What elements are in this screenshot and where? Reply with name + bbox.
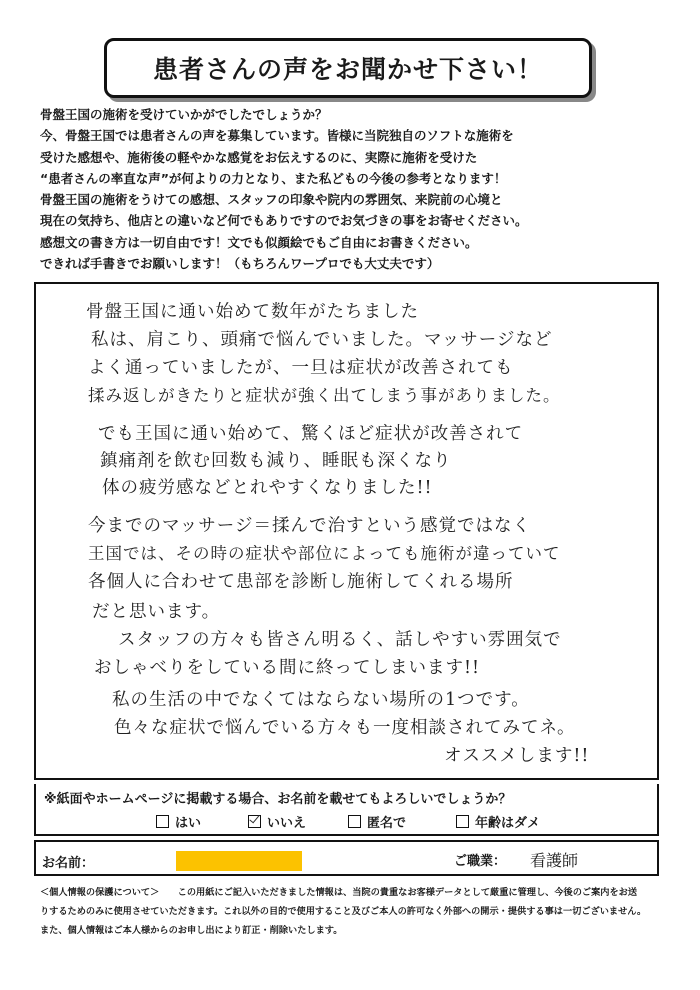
- checkbox[interactable]: [456, 815, 469, 828]
- intro-line: 受けた感想や、施術後の軽やかな感覚をお伝えするのに、実際に施術を受けた: [40, 149, 478, 165]
- name-consent-section: [34, 784, 659, 836]
- page-title: 患者さんの声をお聞かせ下さい！: [152, 55, 543, 84]
- consent-option-anonymous[interactable]: [348, 812, 406, 831]
- privacy-line: また、個人情報はご本人様からのお申し出により訂正・削除いたします。: [40, 925, 343, 936]
- checkbox-checked[interactable]: [248, 815, 261, 828]
- name-label: お名前：: [42, 856, 95, 871]
- handwritten-line: 私の生活の中でなくてはならない場所の1つです。: [112, 690, 530, 710]
- handwritten-line: だと思います。: [92, 602, 221, 622]
- occupation-value: 看護師: [530, 851, 579, 870]
- privacy-notice: [40, 883, 680, 940]
- handwritten-line: 体の疲労感などとれやすくなりました!!: [102, 478, 433, 498]
- checkbox[interactable]: [156, 815, 169, 828]
- consent-option-no[interactable]: [248, 812, 306, 831]
- intro-line: できれば手書きでお願いします！（もちろんワープロでも大丈夫です）: [40, 256, 440, 272]
- consent-question: ※紙面やホームページに掲載する場合、お名前を載せてもよろしいでしょうか？: [44, 792, 512, 807]
- handwritten-line: 私は、肩こり、頭痛で悩んでいました。マッサージなど: [91, 330, 553, 350]
- handwritten-line: おしゃべりをしている間に終ってしまいます!!: [94, 658, 481, 678]
- intro-line: 現在の気持ち、他店との違いなど何でもありですのでお気づきの事をお寄せください。: [40, 213, 528, 229]
- handwritten-line: でも王国に通い始めて、驚くほど症状が改善されて: [98, 424, 524, 444]
- intro-line: 骨盤王国の施術をうけての感想、スタッフの印象や院内の雰囲気、来院前の心境と: [40, 192, 503, 208]
- consent-option-yes[interactable]: [156, 812, 201, 831]
- redacted-name: [176, 851, 302, 871]
- handwritten-line: よく通っていましたが、一旦は症状が改善されても: [88, 358, 514, 378]
- name-occupation-row: [34, 840, 659, 876]
- intro-line: 骨盤王国の施術を受けていかがでしたでしょうか？: [40, 107, 328, 122]
- handwritten-line: 今までのマッサージ＝揉んで治すという感覚ではなく: [88, 516, 531, 536]
- handwritten-line: 各個人に合わせて患部を診断し施術してくれる場所: [88, 572, 514, 592]
- intro-line: “患者さんの率直な声”が何よりの力となり、また私どもの今後の参考となります！: [40, 170, 507, 186]
- option-label: はい: [175, 816, 202, 831]
- occupation-label: ご職業：: [454, 854, 507, 869]
- intro-text: [40, 104, 670, 274]
- option-label: いいえ: [267, 816, 307, 831]
- handwritten-line: 王国では、その時の症状や部位によっても施術が違っていて: [88, 544, 561, 563]
- intro-line: 今、骨盤王国では患者さんの声を募集しています。皆様に当院独自のソフトな施術を: [40, 128, 514, 144]
- intro-line: 感想文の書き方は一切自由です！文でも似顔絵でもご自由にお書きください。: [40, 234, 478, 250]
- handwritten-line: オススメします!!: [444, 746, 590, 766]
- checkbox[interactable]: [348, 815, 361, 828]
- privacy-line: ＜個人情報の保護について＞ この用紙にご記入いただきました情報は、当院の貴重なお客様データとして厳重に管理し、今後のご案内をお送: [40, 887, 638, 898]
- handwritten-line: 鎮痛剤を飲む回数も減り、睡眠も深くなり: [100, 451, 452, 471]
- consent-option-no-age[interactable]: [456, 812, 540, 831]
- handwritten-comment-box: [34, 282, 659, 780]
- handwritten-line: スタッフの方々も皆さん明るく、話しやすい雰囲気で: [118, 630, 562, 650]
- option-label: 年齢はダメ: [475, 816, 541, 831]
- title-box: [104, 38, 592, 98]
- privacy-line: りするためのみに使用させていただきます。これ以外の目的で使用すること及びご本人の許可なく外部への開示・提供する事は一切ございません。: [40, 906, 647, 917]
- handwritten-line: 骨盤王国に通い始めて数年がたちました: [86, 302, 419, 322]
- option-label: 匿名で: [367, 816, 407, 831]
- handwritten-line: 色々な症状で悩んでいる方々も一度相談されてみてネ。: [114, 718, 576, 738]
- handwritten-line: 揉み返しがきたりと症状が強く出てしまう事がありました。: [88, 386, 561, 405]
